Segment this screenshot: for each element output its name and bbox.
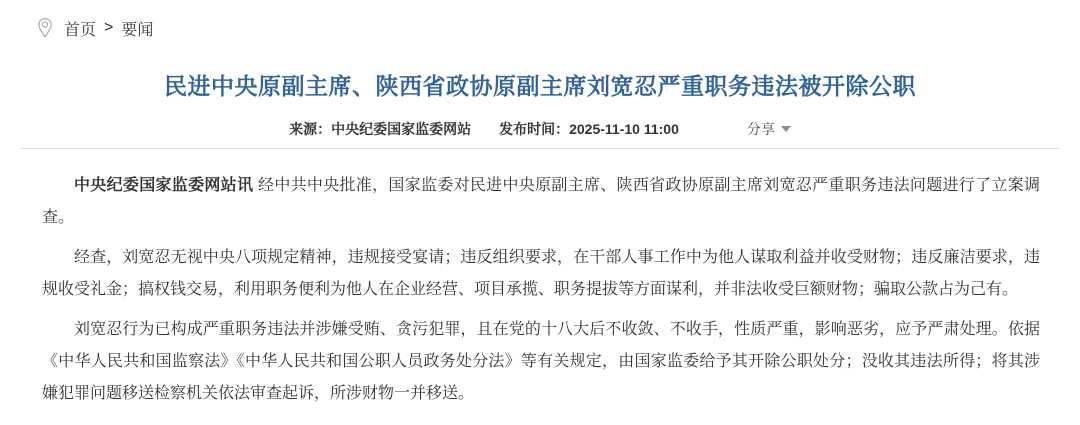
share-button[interactable]	[747, 119, 791, 139]
article-body	[42, 170, 1040, 410]
publish-time-label: 发布时间：	[499, 121, 570, 137]
article-meta	[0, 119, 1080, 139]
paragraph-1	[42, 170, 1040, 234]
breadcrumb	[0, 0, 1080, 40]
article-source	[289, 119, 471, 139]
source-value: 中央纪委国家监委网站	[331, 121, 472, 137]
divider	[20, 148, 1060, 149]
location-pin-icon	[36, 16, 54, 40]
article-title: 民进中央原副主席、陕西省政协原副主席刘宽忍严重职务违法被开除公职	[164, 73, 916, 99]
article-publish-time	[499, 119, 679, 139]
source-label: 来源：	[289, 121, 332, 137]
paragraph-2	[42, 242, 1040, 306]
breadcrumb-home-link[interactable]: 首页	[64, 21, 97, 39]
publish-time-value: 2025-11-10 11:00	[569, 121, 679, 137]
paragraph-3	[42, 314, 1040, 410]
breadcrumb-current-link[interactable]: 要闻	[121, 21, 154, 39]
paragraph-1-lead: 中央纪委国家监委网站讯	[74, 177, 254, 194]
chevron-down-icon	[781, 126, 791, 132]
share-label: 分享	[746, 121, 775, 137]
paragraph-2-text: 经查，刘宽忍无视中央八项规定精神，违规接受宴请；违反组织要求，在干部人事工作中为他人谋取利益并收受财物；违反廉洁要求，违规收受礼金；搞权钱交易，利用职务便利为他人在企业经营、项目承揽、职务提拔等方面谋利，并非法收受巨额财物；骗取公款占为己有。	[42, 249, 1040, 298]
paragraph-1-text: 经中共中央批准，国家监委对民进中央原副主席、陕西省政协原副主席刘宽忍严重职务违法问题进行了立案调查。	[42, 177, 1040, 226]
breadcrumb-separator: >	[104, 19, 114, 36]
paragraph-3-text: 刘宽忍行为已构成严重职务违法并涉嫌受贿、贪污犯罪，且在党的十八大后不收敛、不收手，性质严重，影响恶劣，应予严肃处理。依据《中华人民共和国监察法》《中华人民共和国公职人员政务处分法》等有关规定，由国家监委给予其开除公职处分；没收其违法所得；将其涉嫌犯罪问题移送检察机关依法审查起诉，所涉财物一并移送。	[42, 321, 1040, 402]
